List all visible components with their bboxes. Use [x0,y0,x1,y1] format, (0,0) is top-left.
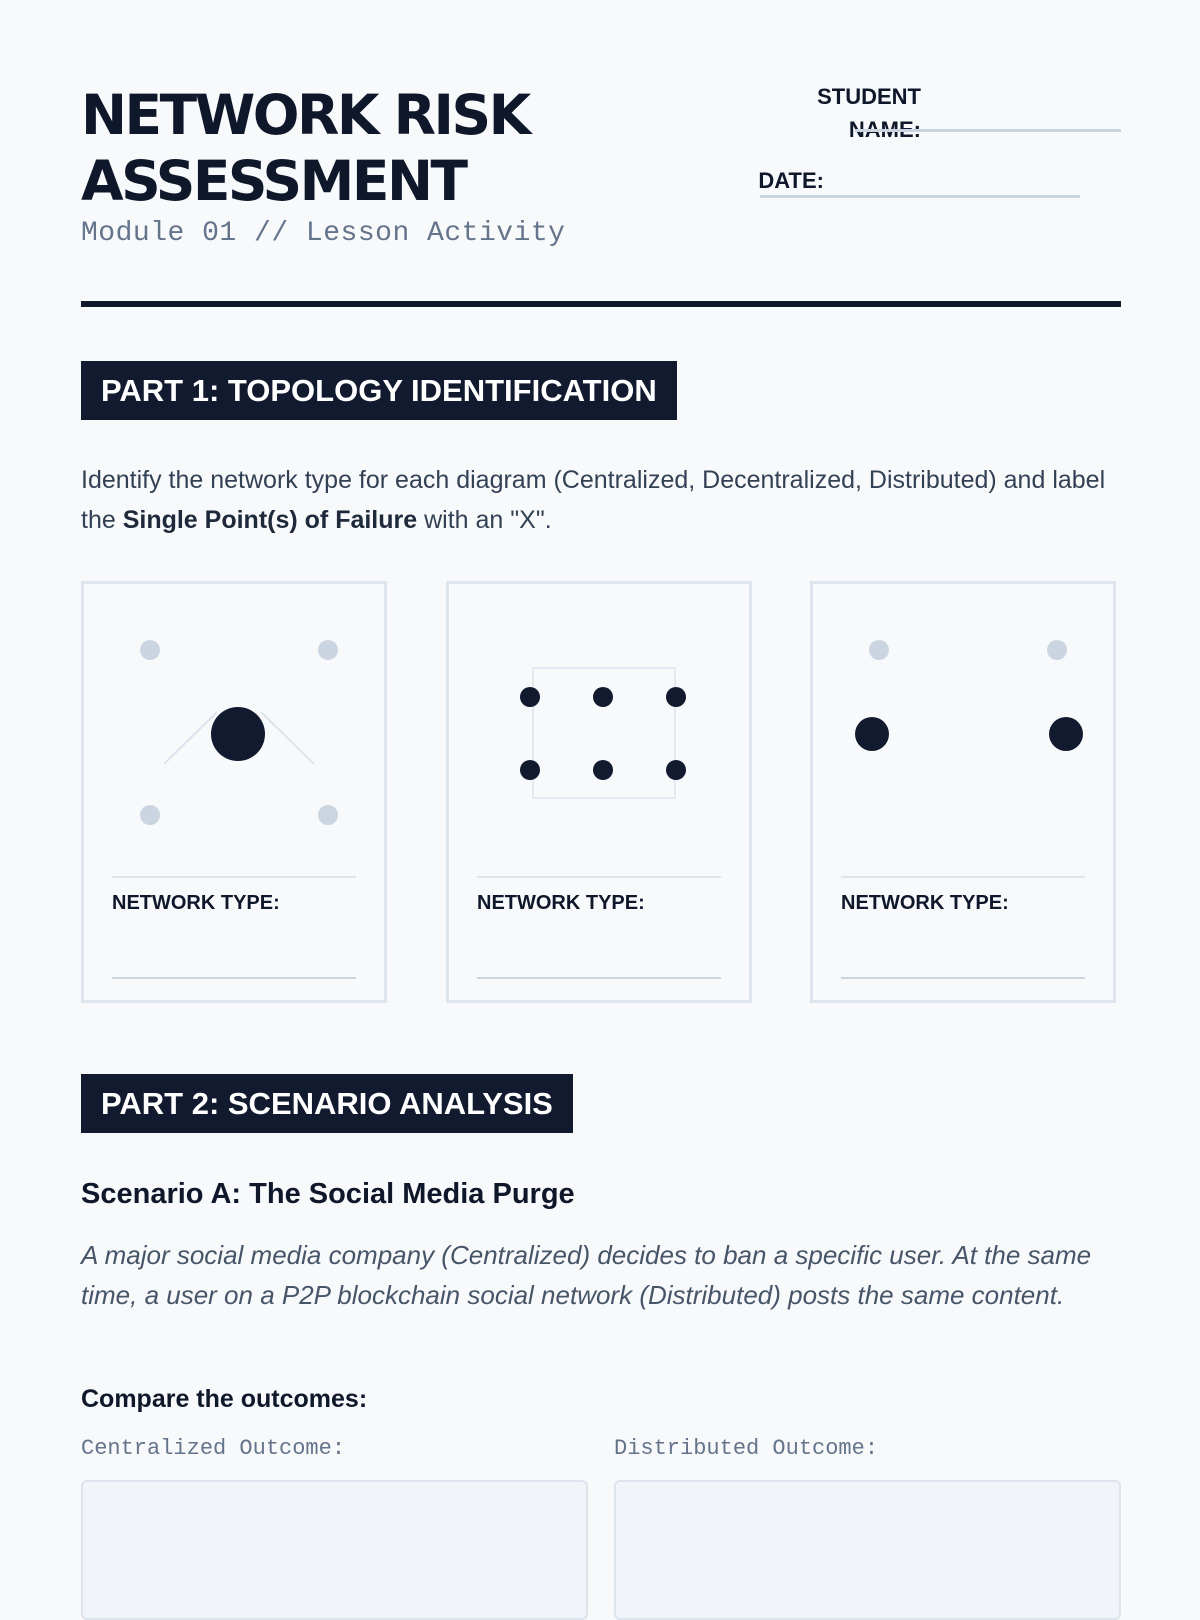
network-type-answer-line-2[interactable] [477,977,721,979]
diagram-3-peripheral-node [869,640,889,660]
topology-diagram-2 [449,584,755,874]
card-divider [112,876,356,878]
topology-diagram-3 [813,584,1119,874]
topology-diagram-1 [84,584,390,874]
card-divider [477,876,721,878]
distributed-outcome-label: Distributed Outcome: [614,1436,879,1461]
topology-card-3 [810,581,1116,1003]
scenario-description: A major social media company (Centralized) decides to ban a specific user. At the same time, a user on a P2P blockchain social network (Distributed) posts the same content. [81,1240,1092,1310]
part2-heading: PART 2: SCENARIO ANALYSIS [81,1074,573,1133]
page-subtitle: Module 01 // Lesson Activity [81,218,566,249]
instructions-text-end: with an "X". [417,506,552,534]
centralized-outcome-input[interactable] [81,1480,588,1620]
part1-instructions [81,460,1121,540]
worksheet-page [81,0,1121,1600]
topology-card-2 [446,581,752,1003]
network-type-label: NETWORK TYPE: [112,892,280,914]
title-line-1: NETWORK RISK [81,83,529,147]
compare-prompt: Compare the outcomes: [81,1385,368,1413]
diagram-1-edge [261,712,314,764]
header-divider [81,301,1121,307]
centralized-outcome-label: Centralized Outcome: [81,1436,346,1461]
diagram-3-peripheral-node [1047,640,1067,660]
card-divider [841,876,1085,878]
page-title [81,82,641,214]
date-field[interactable] [760,195,1080,198]
diagram-2-node [593,760,613,780]
student-name-label-line-2: NAME: [848,117,921,142]
network-type-answer-line-3[interactable] [841,977,1085,979]
network-type-label: NETWORK TYPE: [841,892,1009,914]
diagram-1-peripheral-node [318,640,338,660]
network-type-answer-line-1[interactable] [112,977,356,979]
date-label: DATE: [758,168,824,193]
diagram-1-peripheral-node [140,640,160,660]
diagram-1-edge [164,712,217,764]
network-type-label: NETWORK TYPE: [477,892,645,914]
diagram-2-node [666,760,686,780]
diagram-1-peripheral-node [318,805,338,825]
diagram-3-hub-node [1049,717,1083,751]
part1-heading: PART 1: TOPOLOGY IDENTIFICATION [81,361,677,420]
title-line-2: ASSESSMENT [81,149,466,213]
student-name-label-line-1: STUDENT [817,84,921,109]
diagram-3-hub-node [855,717,889,751]
diagram-2-node [520,760,540,780]
topology-card-1 [81,581,387,1003]
diagram-1-peripheral-node [140,805,160,825]
diagram-1-hub-node [211,707,265,761]
instructions-text: Identify the network type for each diagram (Centralized, Decentralized, Distributed) and label the [81,466,1106,534]
diagram-2-node [520,687,540,707]
instructions-emphasis: Single Point(s) of Failure [122,506,418,534]
student-name-label [721,80,921,146]
distributed-outcome-input[interactable] [614,1480,1121,1620]
student-name-field[interactable] [855,129,1121,132]
diagram-2-node [593,687,613,707]
scenario-title: Scenario A: The Social Media Purge [81,1178,575,1210]
diagram-2-node [666,687,686,707]
